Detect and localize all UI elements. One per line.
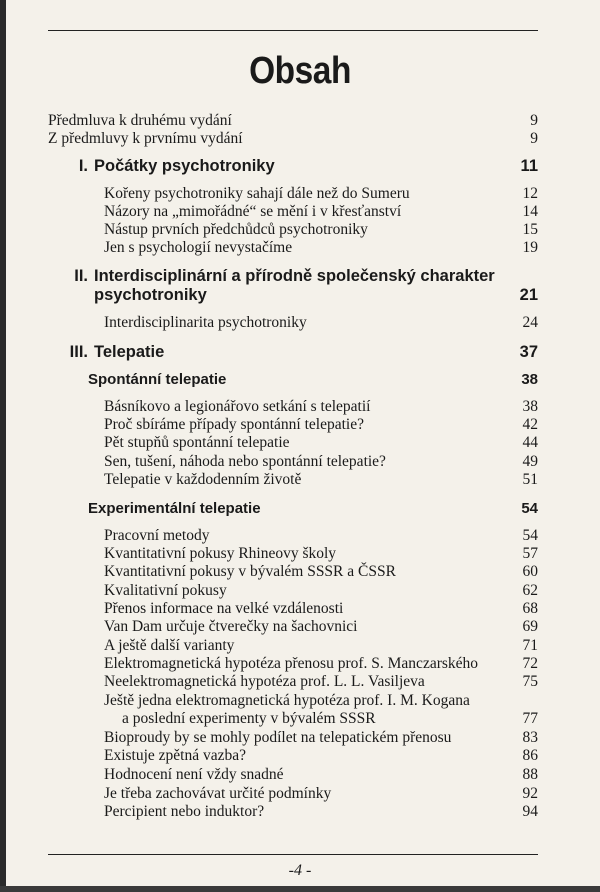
toc-entry-page: 44 bbox=[522, 434, 538, 451]
toc-entry bbox=[0, 112, 600, 130]
toc-entry-title: Neelektromagnetická hypotéza prof. L. L. Vasiljeva bbox=[104, 673, 425, 690]
toc-entry-page: 62 bbox=[522, 582, 538, 599]
toc-entry-title: Básníkovo a legionářovo setkání s telepatií bbox=[104, 398, 371, 415]
toc-entry bbox=[0, 692, 600, 710]
toc-entry bbox=[0, 398, 600, 416]
toc-entry bbox=[0, 434, 600, 452]
toc-entry-page: 86 bbox=[522, 747, 538, 764]
toc-entry-title: Názory na „mimořádné“ se mění i v křesťanství bbox=[104, 203, 402, 220]
toc-entry-page: 72 bbox=[522, 655, 538, 672]
toc-entry bbox=[0, 582, 600, 600]
toc-entry bbox=[0, 130, 600, 148]
section-heading bbox=[0, 371, 600, 389]
section-title: Experimentální telepatie bbox=[88, 500, 261, 517]
toc-entry-page: 75 bbox=[522, 673, 538, 690]
toc-entry bbox=[0, 221, 600, 239]
toc-entry-title: Elektromagnetická hypotéza přenosu prof. S. Manczarského bbox=[104, 655, 479, 672]
top-rule bbox=[48, 30, 538, 31]
toc-entry-page: 54 bbox=[522, 527, 538, 544]
toc-entry-title: Je třeba zachovávat určité podmínky bbox=[104, 785, 332, 802]
toc-entry-page: 71 bbox=[522, 637, 538, 654]
toc-entry-title: Pracovní metody bbox=[104, 527, 210, 544]
toc-entry-page: 42 bbox=[522, 416, 538, 433]
chapter-title-continued: psychotroniky bbox=[94, 286, 207, 304]
chapter-page: 37 bbox=[519, 343, 538, 361]
toc-entry-title: Kořeny psychotroniky sahají dále než do Sumeru bbox=[104, 185, 410, 202]
toc-entry-page: 19 bbox=[522, 239, 538, 256]
section-page: 54 bbox=[521, 500, 538, 517]
toc-entry-page: 60 bbox=[522, 563, 538, 580]
toc-entry-title: Kvantitativní pokusy Rhineovy školy bbox=[104, 545, 337, 562]
toc-entry-title: Kvantitativní pokusy v bývalém SSSR a ČSSR bbox=[104, 563, 396, 580]
toc-entry-page: 9 bbox=[530, 130, 538, 147]
toc-entry-page: 49 bbox=[522, 453, 538, 470]
section-title: Spontánní telepatie bbox=[88, 371, 227, 388]
page-edge-bottom bbox=[0, 886, 600, 892]
toc-entry-title: Telepatie v každodenním životě bbox=[104, 471, 302, 488]
toc-entry-title: Jen s psychologií nevystačíme bbox=[104, 239, 293, 256]
toc-entry bbox=[0, 471, 600, 489]
chapter-page: 21 bbox=[519, 286, 538, 304]
toc-entry-page: 12 bbox=[522, 185, 538, 202]
page-number: -4 - bbox=[288, 862, 312, 879]
toc-entry-page: 77 bbox=[522, 710, 538, 727]
toc-entry-page: 94 bbox=[522, 803, 538, 820]
toc-entry-title: Z předmluvy k prvnímu vydání bbox=[48, 130, 243, 147]
toc-entry bbox=[0, 785, 600, 803]
toc-entry bbox=[0, 729, 600, 747]
toc-entry-title: Sen, tušení, náhoda nebo spontánní telepatie? bbox=[104, 453, 386, 470]
toc-entry-page: 68 bbox=[522, 600, 538, 617]
toc-entry-page: 51 bbox=[522, 471, 538, 488]
toc-entry bbox=[0, 618, 600, 636]
toc-entry-title: Hodnocení není vždy snadné bbox=[104, 766, 284, 783]
toc-entry-page: 9 bbox=[530, 112, 538, 129]
section-page: 38 bbox=[521, 371, 538, 388]
chapter-number: III. bbox=[69, 343, 88, 361]
toc-entry-title: A ještě další varianty bbox=[104, 637, 235, 654]
toc-entry bbox=[0, 185, 600, 203]
toc-entry bbox=[0, 527, 600, 545]
chapter-heading-continued bbox=[0, 286, 600, 304]
toc-entry bbox=[0, 545, 600, 563]
toc-entry-title: Nástup prvních předchůdců psychotroniky bbox=[104, 221, 368, 238]
toc-entry-page: 15 bbox=[522, 221, 538, 238]
toc-entry bbox=[0, 314, 600, 332]
toc-entry bbox=[0, 600, 600, 618]
chapter-page: 11 bbox=[520, 157, 538, 175]
toc-entry-title: Kvalitativní pokusy bbox=[104, 582, 227, 599]
toc-entry-page: 92 bbox=[522, 785, 538, 802]
toc-entry-page: 83 bbox=[522, 729, 538, 746]
chapter-heading bbox=[0, 343, 600, 361]
chapter-heading bbox=[0, 267, 600, 285]
toc-entry-page: 69 bbox=[522, 618, 538, 635]
toc-entry bbox=[0, 239, 600, 257]
toc-entry-page: 57 bbox=[522, 545, 538, 562]
toc-entry-title: Předmluva k druhému vydání bbox=[48, 112, 232, 129]
toc-entry-page: 24 bbox=[522, 314, 538, 331]
section-heading bbox=[0, 500, 600, 518]
toc-entry-continued bbox=[0, 710, 600, 728]
chapter-heading bbox=[0, 157, 600, 175]
toc-entry bbox=[0, 637, 600, 655]
toc-entry bbox=[0, 803, 600, 821]
toc-entry-title: Existuje zpětná vazba? bbox=[104, 747, 247, 764]
chapter-title: Interdisciplinární a přírodně společenský charakter bbox=[94, 267, 495, 285]
toc-entry bbox=[0, 203, 600, 221]
toc-entry-title: a poslední experimenty v bývalém SSSR bbox=[122, 710, 376, 727]
page-title: Obsah bbox=[249, 50, 351, 92]
toc-entry-page: 88 bbox=[522, 766, 538, 783]
toc-entry bbox=[0, 747, 600, 765]
toc-entry-title: Proč sbíráme případy spontánní telepatie? bbox=[104, 416, 364, 433]
toc-entry bbox=[0, 563, 600, 581]
toc-entry-title: Interdisciplinarita psychotroniky bbox=[104, 314, 307, 331]
toc-entry-title: Přenos informace na velké vzdálenosti bbox=[104, 600, 344, 617]
chapter-title: Počátky psychotroniky bbox=[94, 157, 275, 175]
toc-entry bbox=[0, 766, 600, 784]
toc-entry bbox=[0, 655, 600, 673]
toc-entry-title: Bioproudy by se mohly podílet na telepatickém přenosu bbox=[104, 729, 452, 746]
chapter-title: Telepatie bbox=[94, 343, 165, 361]
toc-entry-title: Percipient nebo induktor? bbox=[104, 803, 265, 820]
toc-entry-page: 38 bbox=[522, 398, 538, 415]
bottom-rule bbox=[48, 854, 538, 855]
chapter-number: I. bbox=[78, 157, 88, 175]
toc-entry bbox=[0, 416, 600, 434]
chapter-number: II. bbox=[74, 267, 88, 285]
toc-entry-page: 14 bbox=[522, 203, 538, 220]
toc-entry-title: Ještě jedna elektromagnetická hypotéza prof. I. M. Kogana bbox=[104, 692, 470, 709]
toc-entry bbox=[0, 453, 600, 471]
toc-entry-title: Pět stupňů spontánní telepatie bbox=[104, 434, 290, 451]
toc-entry bbox=[0, 673, 600, 691]
toc-entry-title: Van Dam určuje čtverečky na šachovnici bbox=[104, 618, 358, 635]
